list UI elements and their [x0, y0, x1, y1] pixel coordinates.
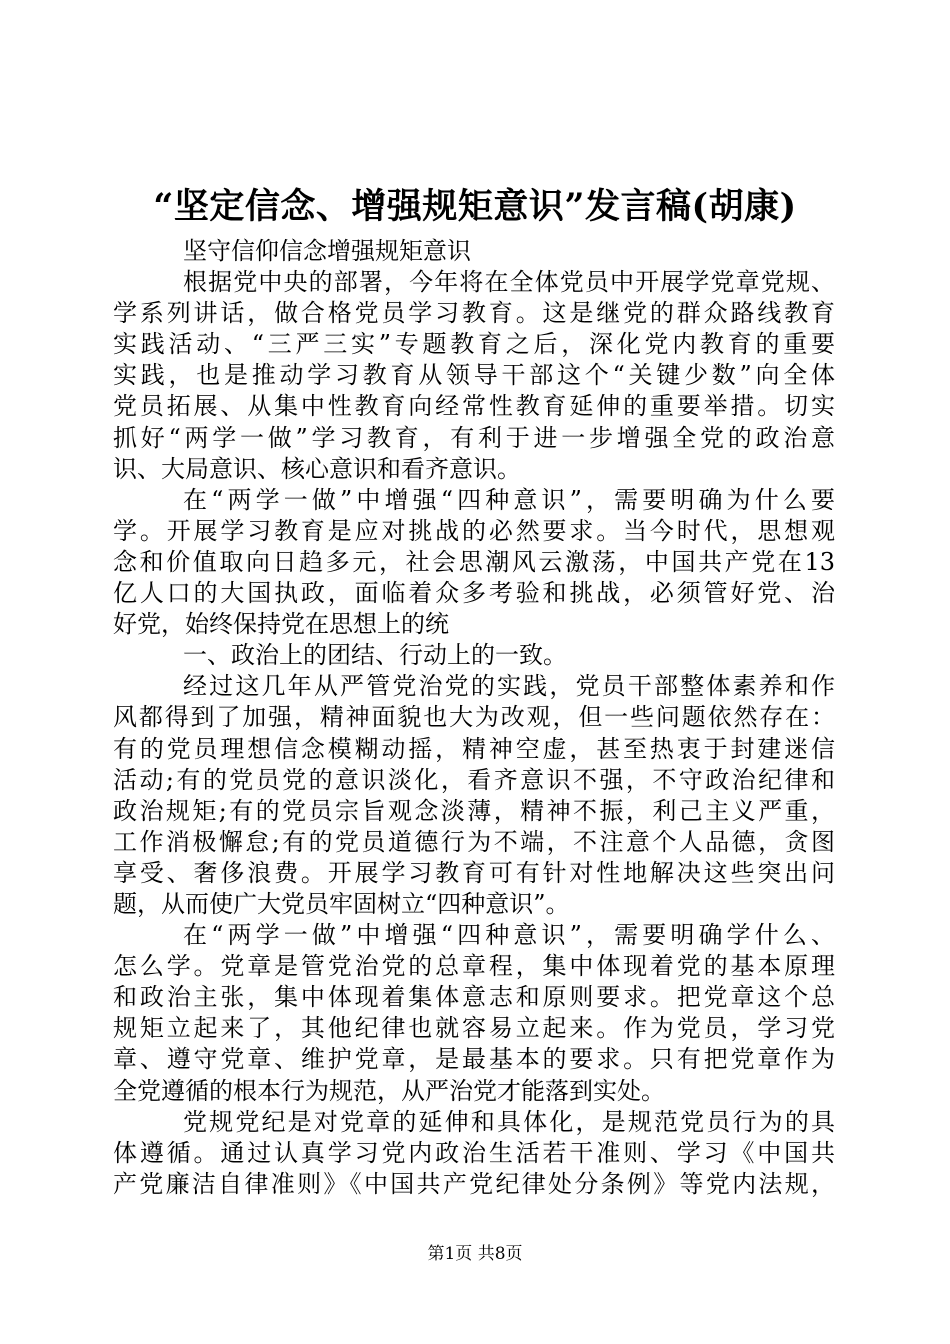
text-line: 学。开展学习教育是应对挑战的必然要求。当今时代，思想观 [113, 516, 835, 545]
text-line: 产党廉洁自律准则》《中国共产党纪律处分条例》等党内法规， [113, 1169, 835, 1198]
text-line: 有的党员理想信念模糊动摇，精神空虚，甚至热衷于封建迷信 [113, 734, 835, 763]
text-line: 经过这几年从严管党治党的实践，党员干部整体素养和作 [183, 672, 835, 701]
text-line: 念和价值取向日趋多元，社会思潮风云激荡，中国共产党在13 [113, 547, 835, 576]
text-line: 学系列讲话，做合格党员学习教育。这是继党的群众路线教育 [113, 299, 835, 328]
text-line: 根据党中央的部署，今年将在全体党员中开展学党章党规、 [183, 268, 835, 297]
text-line: 好党，始终保持党在思想上的统 [113, 610, 449, 639]
text-line: 实践活动、“三严三实”专题教育之后，深化党内教育的重要 [113, 330, 835, 359]
text-line: 章、遵守党章、维护党章，是最基本的要求。只有把党章作为 [113, 1045, 835, 1074]
text-line: 在“两学一做”中增强“四种意识”，需要明确为什么要 [183, 485, 835, 514]
text-line: 体遵循。通过认真学习党内政治生活若干准则、学习《中国共 [113, 1138, 835, 1167]
text-line: 实践，也是推动学习教育从领导干部这个“关键少数”向全体 [113, 361, 835, 390]
text-line: 享受、奢侈浪费。开展学习教育可有针对性地解决这些突出问 [113, 858, 835, 887]
text-line: 题，从而使广大党员牢固树立“四种意识”。 [113, 889, 570, 918]
text-line: 一、政治上的团结、行动上的一致。 [183, 641, 567, 670]
page-footer: 第1页 共8页 [427, 1244, 523, 1264]
text-line: 坚守信仰信念增强规矩意识 [183, 237, 471, 265]
text-line: 风都得到了加强，精神面貌也大为改观，但一些问题依然存在： [113, 703, 835, 732]
text-line: 怎么学。党章是管党治党的总章程，集中体现着党的基本原理 [113, 952, 835, 981]
text-line: 和政治主张，集中体现着集体意志和原则要求。把党章这个总 [113, 983, 835, 1012]
text-line: 规矩立起来了，其他纪律也就容易立起来。作为党员，学习党 [113, 1014, 835, 1043]
text-line: 全党遵循的根本行为规范，从严治党才能落到实处。 [113, 1076, 665, 1105]
text-line: 政治规矩;有的党员宗旨观念淡薄，精神不振，利己主义严重， [113, 796, 835, 825]
text-line: 党员拓展、从集中性教育向经常性教育延伸的重要举措。切实 [113, 392, 835, 421]
text-line: 抓好“两学一做”学习教育，有利于进一步增强全党的政治意 [113, 423, 835, 452]
text-line: 工作消极懈怠;有的党员道德行为不端，不注意个人品德，贪图 [113, 827, 835, 856]
text-line: 党规党纪是对党章的延伸和具体化，是规范党员行为的具 [183, 1107, 835, 1136]
text-line: 亿人口的大国执政，面临着众多考验和挑战，必须管好党、治 [113, 579, 835, 608]
text-line: 在“两学一做”中增强“四种意识”，需要明确学什么、 [183, 921, 835, 950]
text-line: 活动;有的党员党的意识淡化，看齐意识不强，不守政治纪律和 [113, 765, 835, 794]
text-line: 识、大局意识、核心意识和看齐意识。 [113, 454, 521, 483]
document-body [113, 236, 835, 1200]
document-title: “坚定信念、增强规矩意识”发言稿(胡康) [153, 186, 797, 227]
